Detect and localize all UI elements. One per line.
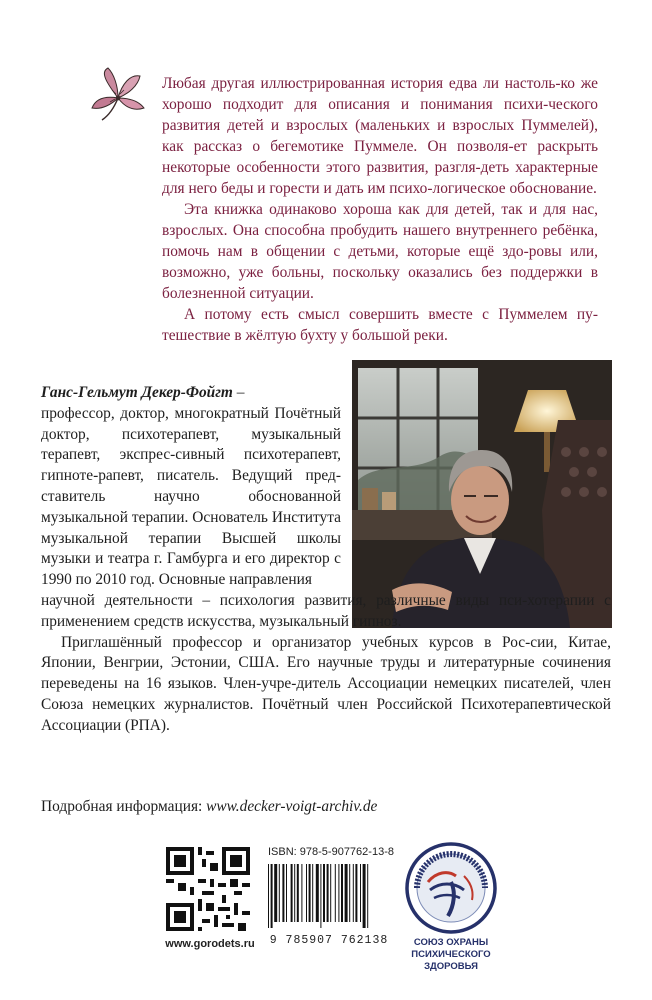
association-logo	[400, 842, 502, 934]
more-info-label: Подробная информация:	[41, 798, 207, 815]
isbn-label: ISBN: 978-5-907762-13-8	[268, 846, 394, 858]
flower-illustration	[88, 64, 150, 124]
barcode-bar	[301, 864, 302, 922]
barcode-bar	[271, 864, 273, 928]
barcode-bar	[279, 864, 280, 922]
author-dash: –	[232, 384, 245, 401]
publisher-website[interactable]: www.gorodets.ru	[165, 938, 255, 950]
association-name-line2: ПСИХИЧЕСКОГО ЗДОРОВЬЯ	[411, 949, 491, 972]
barcode-bar	[309, 864, 311, 922]
more-info	[41, 798, 377, 816]
barcode-bar	[345, 864, 348, 922]
barcode-bar	[353, 864, 354, 922]
barcode-bar	[286, 864, 287, 922]
barcode-bar	[312, 864, 313, 922]
barcode-bar	[320, 864, 321, 928]
barcode-bar	[297, 864, 299, 922]
bio-top-block	[41, 383, 341, 591]
barcode-bar	[330, 864, 331, 922]
qr-code[interactable]	[166, 847, 250, 931]
bio-top-text: профессор, доктор, многократный Почётный доктор, психотерапевт, музыкальный терапевт, экспрес-сивный психотерапевт, гипноте-рапевт, писатель. Ведущий пред-ставитель научно обоснованной музыкальной терапии. Основатель Института музыкальной терапии Высшей школы музыки и театра г. Гамбурга и его директор с 1990 по 2010 год. Основные направления	[41, 404, 341, 589]
bio-intro	[41, 383, 341, 404]
barcode-bar	[268, 864, 269, 928]
intro-text	[162, 73, 598, 346]
barcode-bar	[363, 864, 366, 928]
barcode-bar	[327, 864, 329, 922]
barcode-bar	[341, 864, 343, 922]
intro-paragraph: Любая другая иллюстрированная история едва ли настоль-ко же хорошо подходит для описания и понимания психи-ческого развития детей и взрослых (маленьких и взрослых Пуммелей), как рассказ о бегемотике Пуммеле. Он позволя-ет раскрыть некоторые особенности этого развития, разгля-деть характерные для него беды и горести и дать им психо-логическое обоснование.	[162, 75, 598, 197]
author-website-link[interactable]: www.decker-voigt-archiv.de	[206, 798, 378, 815]
barcode-bar	[282, 864, 284, 922]
author-bio	[41, 383, 611, 737]
barcode-bar	[338, 864, 339, 922]
intro-paragraph: Эта книжка одинаково хороша как для детей, так и для нас, взрослых. Она способна пробудить нашего внутреннего ребёнка, помочь нам в общении с детьми, которые ещё здо-ровы или, возможно, уже больны, поскольку оказались без поддержки в болезненной ситуации.	[162, 201, 598, 302]
author-name: Ганс-Гельмут Декер-Фойгт	[41, 384, 233, 401]
barcode-bar	[274, 864, 277, 922]
barcode-bar	[323, 864, 325, 922]
barcode-bar	[349, 864, 350, 922]
barcode-bar	[367, 864, 368, 928]
intro-paragraph: А потому есть смысл совершить вместе с Пуммелем пу-тешествие в жёлтую бухту у большой реки.	[162, 306, 598, 344]
barcode-bar	[294, 864, 295, 922]
association-name-line1: СОЮЗ ОХРАНЫ	[413, 937, 489, 948]
association-name	[384, 937, 518, 973]
isbn-barcode	[266, 864, 392, 928]
barcode-digits: 9 785907 762138	[269, 934, 389, 947]
bio-paragraph-2: Приглашённый профессор и организатор учебных курсов в Рос-сии, Китае, Японии, Венгрии, Эстонии, США. Его научные труды и литературные сочинения переведены на 16 языков. Член-учре-дитель Ассоциации немецких писателей, член Союза немецких журналистов. Почётный член Российской Психотерапевтической Ассоциации (РПА).	[41, 633, 611, 734]
barcode-bar	[360, 864, 361, 922]
bio-bottom-text: научной деятельности – психология развития, различные виды пси-хотерапии с применением средств искусства, музыкальный гипноз.	[41, 591, 611, 630]
barcode-bar	[316, 864, 319, 922]
barcode-bar	[335, 864, 336, 922]
barcode-bar	[355, 864, 357, 922]
barcode-bar	[291, 864, 293, 922]
barcode-bar	[306, 864, 307, 922]
